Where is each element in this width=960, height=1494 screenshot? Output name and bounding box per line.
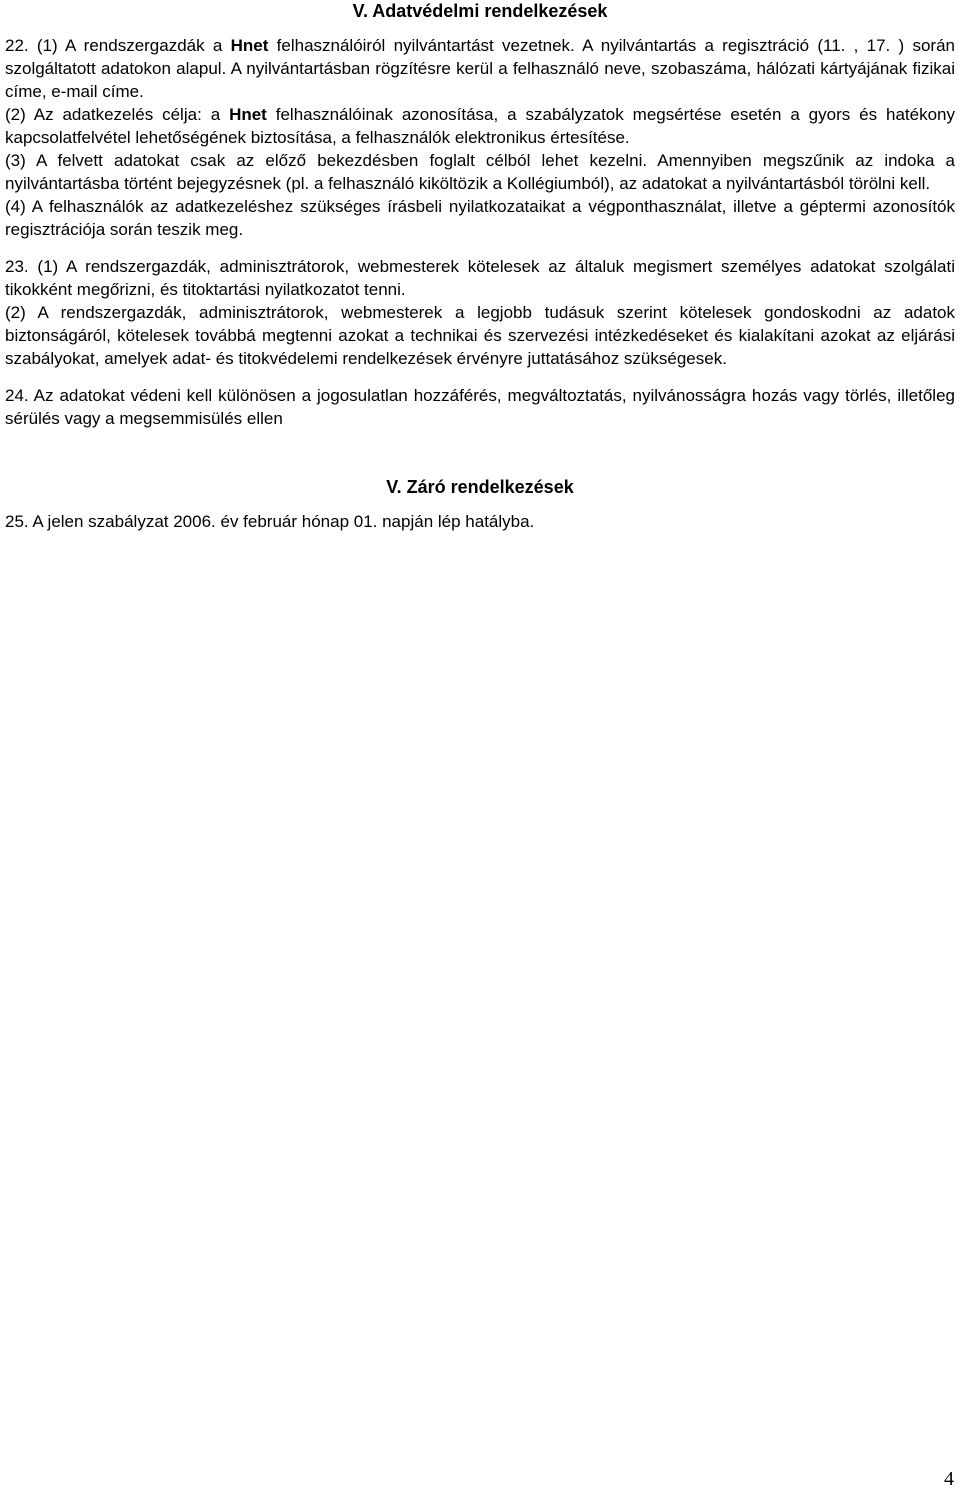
paragraph-22-1-lead: 22. (1) A rendszergazdák a bbox=[5, 36, 231, 55]
paragraph-22-2-lead: (2) Az adatkezelés célja: a bbox=[5, 105, 230, 124]
document-page bbox=[5, 0, 955, 533]
paragraph-22-2-rest: felhasználóinak azonosítása, a szabályzatok megsértése esetén a gyors és hatékony kapcsolatfelvétel lehetőségének biztosítása, a felhasználók elektronikus értesítése. bbox=[5, 105, 955, 147]
page-number: 4 bbox=[944, 1468, 954, 1490]
section-title-adatvedelmi: V. Adatvédelmi rendelkezések bbox=[352, 1, 608, 21]
paragraph-23-1: 23. (1) A rendszergazdák, adminisztrátorok, webmesterek kötelesek az általuk megismert személyes adatokat szolgálati tikokként megőrizni, és titoktartási nyilatkozatot tenni. bbox=[5, 257, 955, 299]
paragraph-23-2: (2) A rendszergazdák, adminisztrátorok, webmesterek a legjobb tudásuk szerint kötelesek gondoskodni az adatok biztonságáról, kötelesek továbbá megtenni azokat a technikai és szervezési intézkedéseket és kialakítani azokat az eljárási szabályokat, amelyek adat- és titokvédelemi rendelkezések érvényre juttatásához szükségesek. bbox=[5, 303, 955, 368]
paragraph-22-3: (3) A felvett adatokat csak az előző bekezdésben foglalt célból lehet kezelni. Amennyiben megszűnik az indoka a nyilvántartásba történt bejegyzésnek (pl. a felhasználó kiköltözik a Kollégiumból), az adatokat a nyilvántartásból törölni kell. bbox=[5, 151, 955, 193]
hnet-bold-2: Hnet bbox=[229, 105, 267, 124]
paragraph-22-4: (4) A felhasználók az adatkezeléshez szükséges írásbeli nyilatkozataikat a végponthasználat, illetve a géptermi azonosítók regisztrációja során teszik meg. bbox=[5, 197, 955, 239]
paragraph-22-2 bbox=[5, 103, 955, 149]
paragraph-25: 25. A jelen szabályzat 2006. év február hónap 01. napján lép hatályba. bbox=[5, 512, 535, 531]
paragraph-22-1 bbox=[5, 34, 955, 103]
paragraph-24: 24. Az adatokat védeni kell különösen a jogosulatlan hozzáférés, megváltoztatás, nyilvánosságra hozás vagy törlés, illetőleg sérülés vagy a megsemmisülés ellen bbox=[5, 386, 955, 428]
hnet-bold-1: Hnet bbox=[230, 36, 269, 55]
section-title-zaro: V. Záró rendelkezések bbox=[386, 477, 574, 497]
paragraph-22-1-rest: felhasználóiról nyilvántartást vezetnek. A nyilvántartás a regisztráció (11. , 17. ) során szolgáltatott adatokon alapul. A nyilvántartásban rögzítésre kerül a felhasználó neve, szobaszáma, hálózati kártyájának fizikai címe, e-mail címe. bbox=[5, 36, 955, 101]
